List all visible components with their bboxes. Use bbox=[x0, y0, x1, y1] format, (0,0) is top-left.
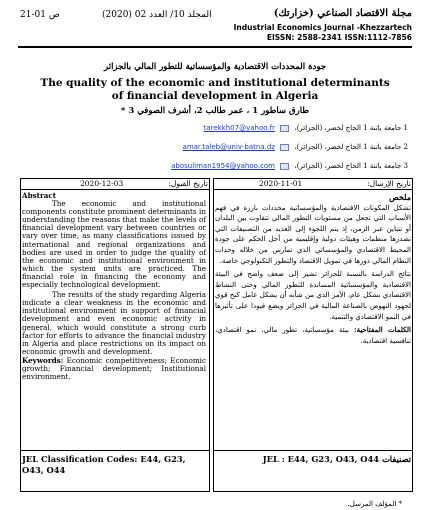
journal-header bbox=[18, 4, 412, 48]
keywords-text-ar: بيئة مؤسساتية، تطور مالي، نمو اقتصادي، تنافسية اقتصادية. bbox=[215, 326, 411, 345]
affiliation-text: 3 جامعة باتنة 1 الحاج لخضر، (الجزائر)، bbox=[294, 162, 408, 170]
accepted-date-bar bbox=[20, 178, 210, 190]
affiliation-3 bbox=[171, 162, 408, 170]
envelope-icon bbox=[280, 125, 289, 132]
keywords-text-en: Economic competitiveness; Economic growth; Financial development; Institutional environment. bbox=[22, 355, 206, 382]
jel-codes-en: E44, G23, O43, O44 bbox=[22, 454, 186, 475]
received-date-bar bbox=[213, 178, 413, 190]
abstract-en bbox=[22, 192, 206, 381]
abstract-ar-p2: نتائج الدراسة بالنسبة للجزائر تشير إلى ضعف واضح في البيئة الاقتصادية والمؤسساتية المساندة للتطور المالي وحتى النشاط الاقتصادي بشكل عام، الأمر الذي من شأنه أن يشكل عامل كبح قوي لجهود النهوض بالصناعة المالية في الجزائر ويضع قيودا على تأثيرها في النمو الاقتصادي والتنمية. bbox=[215, 270, 411, 321]
accepted-label: تاريخ القبول: bbox=[168, 179, 208, 188]
article-title-ar: جودة المحددات الاقتصادية والمؤسساتية للتطور المالي بالجزائر bbox=[104, 62, 326, 72]
affiliation-2 bbox=[183, 143, 408, 151]
jel-label-ar: تصنيفات JEL : bbox=[262, 454, 411, 464]
envelope-icon bbox=[280, 163, 289, 170]
journal-issn: EISSN: 2588-2341 ISSN:1112-7856 bbox=[266, 33, 412, 42]
accepted-date: 2020-12-03 bbox=[80, 179, 124, 188]
abstract-heading-ar: ملخص bbox=[389, 192, 411, 202]
affiliation-1 bbox=[204, 124, 408, 132]
abstract-ar-p1: تشكل المكونات الاقتصادية والمؤسساتية محددات بارزة في فهم الأسباب التي تجعل من مستويات التطور المالي تتفاوت بين البلدان أو تتباين عبر الزمن، إذ يتم اللجوء إلى العديد من التصنيفات التي تصدرها منظمات وهيئات دولية وإقليمية من أجل الحكم على جودة المحيط الاقتصادي والمؤسساتي الذي تمارس من خلاله وحدات النظام المالي دورها في تمويل الاقتصاد والتطور التكنولوجي خاصة. bbox=[215, 203, 411, 265]
jel-classification-en bbox=[22, 454, 206, 476]
keywords-ar bbox=[215, 325, 411, 346]
keywords-label-en: Keywords: bbox=[22, 355, 64, 365]
envelope-icon bbox=[280, 144, 289, 151]
volume-issue: المجلد 10/ العدد 02 (2020) bbox=[102, 10, 212, 20]
abstract-heading-en: Abstract bbox=[22, 191, 57, 200]
corresponding-author-note: * المؤلف المرسل. bbox=[347, 500, 402, 508]
jel-label-en: JEL Classification Codes: bbox=[22, 454, 138, 464]
email-link[interactable]: tarekkh07@yahoo.fr bbox=[203, 124, 275, 132]
keywords-en bbox=[22, 357, 206, 381]
keywords-label-ar: الكلمات المفتاحية: bbox=[353, 325, 411, 335]
email-link[interactable]: amar.taleb@univ-batna.dz bbox=[182, 143, 275, 151]
journal-title-ar: مجلة الاقتصاد الصناعي (خزارتك) bbox=[273, 8, 412, 19]
received-date: 2020-11-01 bbox=[259, 179, 303, 188]
authors: طارق ساطور 1 ، عمر طالب 2، أشرف الصوفي 3 * bbox=[120, 106, 310, 116]
journal-title-en: Industrial Economics Journal -Khezzartech bbox=[233, 23, 412, 32]
email-link[interactable]: abosuliman1954@yahoo.com bbox=[171, 162, 275, 170]
article-title-en: The quality of the economic and institutional determinants of financial development in Algeria bbox=[40, 77, 390, 102]
jel-divider-ar bbox=[213, 450, 413, 451]
jel-codes-ar: E44, G23, O43, O44 bbox=[287, 454, 380, 464]
abstract-en-p1: The economic and institutional components constitute prominent determinants in understanding the reasons that make the levels of financial development vary between countries or vary over time, as many classifications issued by international and regional organizations and bodies are used in order to judge the quality of the economic and institutional environment in which the system units are practiced. The financial role in financing the economy and especially technological development. bbox=[22, 199, 206, 290]
affiliation-text: 2 جامعة باتنة 1 الحاج لخضر، (الجزائر)، bbox=[294, 143, 408, 151]
abstract-ar bbox=[215, 192, 411, 346]
page-range: ص 01-21 bbox=[20, 10, 60, 20]
abstract-en-p2: The results of the study regarding Algeria indicate a clear weakness in the economic and institutional environment in support of financial development and even economic activity in general, which would constitute a strong curb factor for efforts to advance the financial industry in Algeria and place restrictions on its impact on economic growth and development. bbox=[22, 290, 206, 356]
jel-classification-ar bbox=[215, 454, 411, 465]
affiliation-text: 1 جامعة باتنة 1 الحاج لخضر، (الجزائر)، bbox=[294, 124, 408, 132]
received-label: تاريخ الإرسال: bbox=[367, 179, 411, 188]
jel-divider-en bbox=[20, 450, 210, 451]
